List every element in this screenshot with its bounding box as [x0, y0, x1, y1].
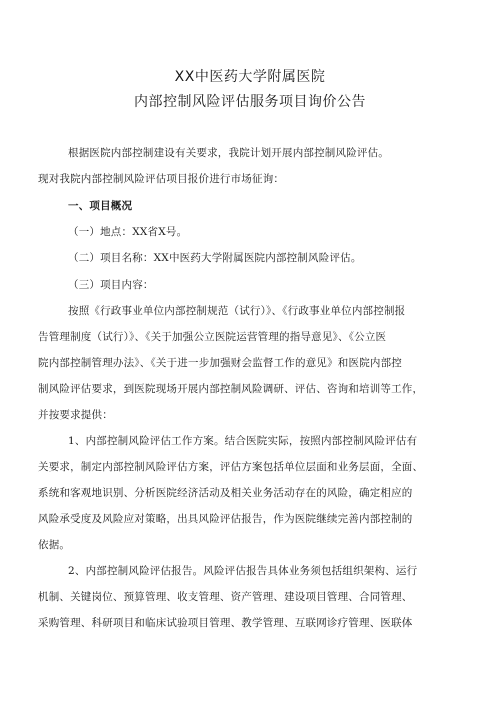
- paragraph-line: 并按要求提供：: [38, 409, 113, 421]
- paragraph-line: 按照《行政事业单位内部控制规范（试行）》、《行政事业单位内部控制报: [68, 305, 406, 317]
- paragraph-line: 风险承受度及风险应对策略，出具风险评估报告，作为医院继续完善内部控制的: [38, 513, 413, 525]
- paragraph-line: 关要求，制定内部控制风险评估方案，评估方案包括单位层面和业务层面，全面、: [38, 461, 424, 473]
- paragraph-line: 依据。: [38, 539, 71, 551]
- paragraph-line: 系统和客观地识别、分析医院经济活动及相关业务活动存在的风险，确定相应的: [38, 487, 413, 499]
- paragraph-line: （三）项目内容：: [68, 279, 154, 291]
- paragraph-line: 1、内部控制风险评估工作方案。结合医院实际，按照内部控制风险评估有: [68, 435, 418, 447]
- paragraph-line: 2、内部控制风险评估报告。风险评估报告具体业务须包括组织架构、运行: [68, 565, 418, 577]
- document-title-line1: XX中医药大学附属医院: [174, 69, 326, 85]
- section-heading: 一、项目概况: [68, 200, 133, 212]
- paragraph-line: （一）地点：XX省X号。: [68, 226, 188, 238]
- paragraph-line: （二）项目名称：XX中医药大学附属医院内部控制风险评估。: [68, 252, 362, 264]
- paragraph-line: 根据医院内部控制建设有关要求，我院计划开展内部控制风险评估。: [68, 147, 389, 159]
- paragraph-line: 制风险评估要求，到医院现场开展内部控制风险调研、评估、咨询和培训等工作，: [38, 383, 424, 395]
- paragraph-line: 采购管理、科研项目和临床试验项目管理、教学管理、互联网诊疗管理、医联体: [38, 617, 413, 629]
- paragraph-line: 院内部控制管理办法》、《关于进一步加强财会监督工作的意见》和医院内部控: [38, 357, 402, 369]
- paragraph-line: 机制、关键岗位、预算管理、收支管理、资产管理、建设项目管理、合同管理、: [38, 591, 413, 603]
- paragraph-line: 告管理制度（试行）》、《关于加强公立医院运营管理的指导意见》、《公立医: [38, 331, 387, 343]
- paragraph-line: 现对我院内部控制风险评估项目报价进行市场征询：: [38, 173, 285, 185]
- document-title-line2: 内部控制风险评估服务项目询价公告: [134, 94, 366, 110]
